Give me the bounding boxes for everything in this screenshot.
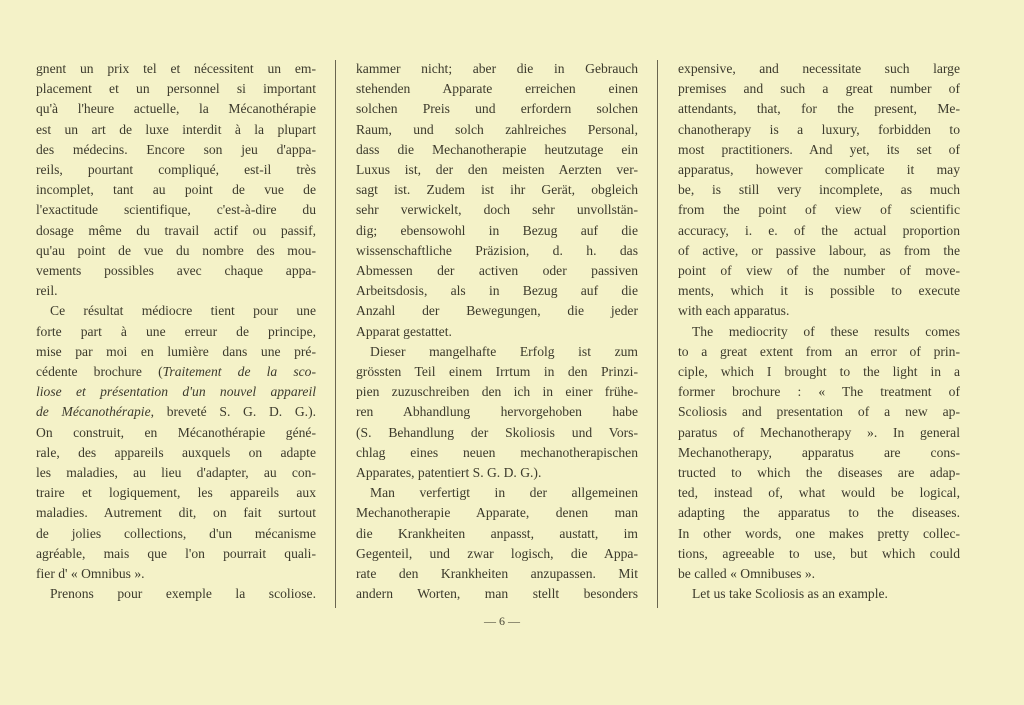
text-line: solchen Preis und erfordern solchen [356,101,638,117]
text-line: chlag eines neuen mechanotherapischen [356,444,638,460]
text-line: Dieser mangelhafte Erfolg ist zum [370,343,638,359]
text-line: The mediocrity of these results comes [692,323,960,339]
text-line: from the point of view of scientific [678,202,960,218]
text-line: of active, or passive labour, as from the [678,242,960,258]
text-line: On construit, en Mécanothérapie géné- [36,424,316,440]
text-line: de Mécanothérapie, breveté S. G. D. G.). [36,404,316,420]
text-line: gnent un prix tel et nécessitent un em- [36,61,316,76]
text-line: de jolies collections, d'un mécanisme [36,525,316,541]
text-line: Gegenteil, und zwar logisch, die Appa- [356,545,638,561]
text-line: sagt ist. Zudem ist ihr Gerät, obgleich [356,182,638,198]
text-line: traire et logiquement, les appareils aux [36,485,316,501]
text-line: vements possibles avec chaque appa- [36,263,316,279]
text-line: Man verfertigt in der allgemeinen [370,485,638,501]
text-line: chanotherapy is a luxury, forbidden to [678,121,960,137]
text-line: Raum, und solch zahlreiches Personal, [356,121,638,137]
text-line: Ce résultat médiocre tient pour une [50,303,316,319]
text-line: des médecins. Encore son jeu d'appa- [36,141,316,157]
text-line: grössten Teil einem Irrtum in den Prinzi- [356,364,638,380]
text-line: rale, des appareils auxquels on adapte [36,444,316,460]
text-line: stehenden Apparate erreichen einen [356,81,638,97]
text-line: Apparates, patentiert S. G. D. G.). [356,465,542,481]
text-line: Prenons pour exemple la scoliose. [50,586,316,602]
text-line: qu'à l'heure actuelle, la Mécanothérapie [36,101,316,117]
column-english [678,59,960,604]
column-divider [657,60,658,608]
text-line: ments, which it is possible to execute [678,283,960,299]
text-line: die Krankheiten anpasst, austatt, im [356,525,638,541]
text-line: reils, pourtant compliqué, est-il très [36,162,316,178]
text-line: kammer nicht; aber die in Gebrauch [356,61,638,76]
text-line: Arbeitsdosis, als in Bezug auf die [356,283,638,299]
text-line: wissenschaftliche Präzision, d. h. das [356,242,638,258]
text-line: apparatus, however complicate it may [678,162,960,178]
text-line: point of view of the number of move- [678,263,960,279]
text-line: agréable, mais que l'on pourrait quali- [36,545,316,561]
column-divider [335,60,336,608]
text-line: (S. Behandlung der Skoliosis und Vors- [356,424,638,440]
text-line: placement et un personnel si important [36,81,316,97]
text-line: premises and such a great number of [678,81,960,97]
text-line: adapting the apparatus to the diseases. [678,505,960,521]
text-line: dosage même du travail actif ou passif, [36,222,316,238]
column-french [36,59,316,604]
text-line: ted, instead of, what would be logical, [678,485,960,501]
text-line: Abmessen der activen oder passiven [356,263,638,279]
text-line: mise par moi en lumière dans une pré- [36,343,316,359]
text-line: with each apparatus. [678,303,790,319]
text-line: pien zuzuschreiben den ich in einer frühe- [356,384,638,400]
text-line: l'exactitude scientifique, c'est-à-dire du [36,202,316,218]
text-line: dig; ebensowohl in Bezug auf die [356,222,638,238]
text-line: Let us take Scoliosis as an example. [692,586,888,602]
text-line: be, is still very incomplete, as much [678,182,960,198]
text-line: Luxus ist, der den meisten Aerzten ver- [356,162,638,178]
text-line: forte part à une erreur de principe, [36,323,316,339]
text-line: liose et présentation d'un nouvel appareil [36,384,316,400]
page-number: — 6 — [484,614,520,628]
text-line: maladies. Autrement dit, on fait surtout [36,505,316,521]
text-line: Anzahl der Bewegungen, die jeder [356,303,638,319]
text-line: cédente brochure (Traitement de la sco- [36,364,316,380]
text-line: reil. [36,283,58,299]
column-german [356,59,638,604]
text-line: Scoliosis and presentation of a new ap- [678,404,960,420]
text-line: ciple, which I brought to the light in a [678,364,960,380]
text-line: paratus of Mechanotherapy ». In general [678,424,960,440]
text-line: accuracy, i. e. of the actual proportion [678,222,960,238]
text-line: tructed to which the diseases are adap- [678,465,960,481]
text-line: est un art de luxe interdit à la plupart [36,121,316,137]
text-line: sehr verwickelt, doch sehr unvollstän- [356,202,638,218]
text-line: ren Abhandlung hervorgehoben habe [356,404,638,420]
text-line: be called « Omnibuses ». [678,566,816,582]
text-line: former brochure : « The treatment of [678,384,960,400]
text-line: rate den Krankheiten anzupassen. Mit [356,566,638,582]
text-line: Mechanotherapy, apparatus are cons- [678,444,960,460]
text-line: Apparat gestattet. [356,323,452,339]
text-line: Mechanotherapie Apparate, denen man [356,505,638,521]
text-line: qu'au point de vue du nombre des mou- [36,242,316,258]
text-line: most practitioners. And yet, its set of [678,141,960,157]
text-line: to a great extent from an error of prin- [678,343,960,359]
text-line: tions, agreeable to use, but which could [678,545,960,561]
text-line: andern Worten, man stellt besonders [356,586,638,602]
text-line: In other words, one makes pretty collec- [678,525,960,541]
text-line: dass die Mechanotherapie heutzutage ein [356,141,638,157]
text-line: attendants, that, for the present, Me- [678,101,960,117]
text-line: expensive, and necessitate such large [678,61,960,76]
text-line: les maladies, au lieu d'adapter, au con- [36,465,316,481]
text-line: fier d' « Omnibus ». [36,566,145,582]
text-line: incomplet, tant au point de vue de [36,182,316,198]
